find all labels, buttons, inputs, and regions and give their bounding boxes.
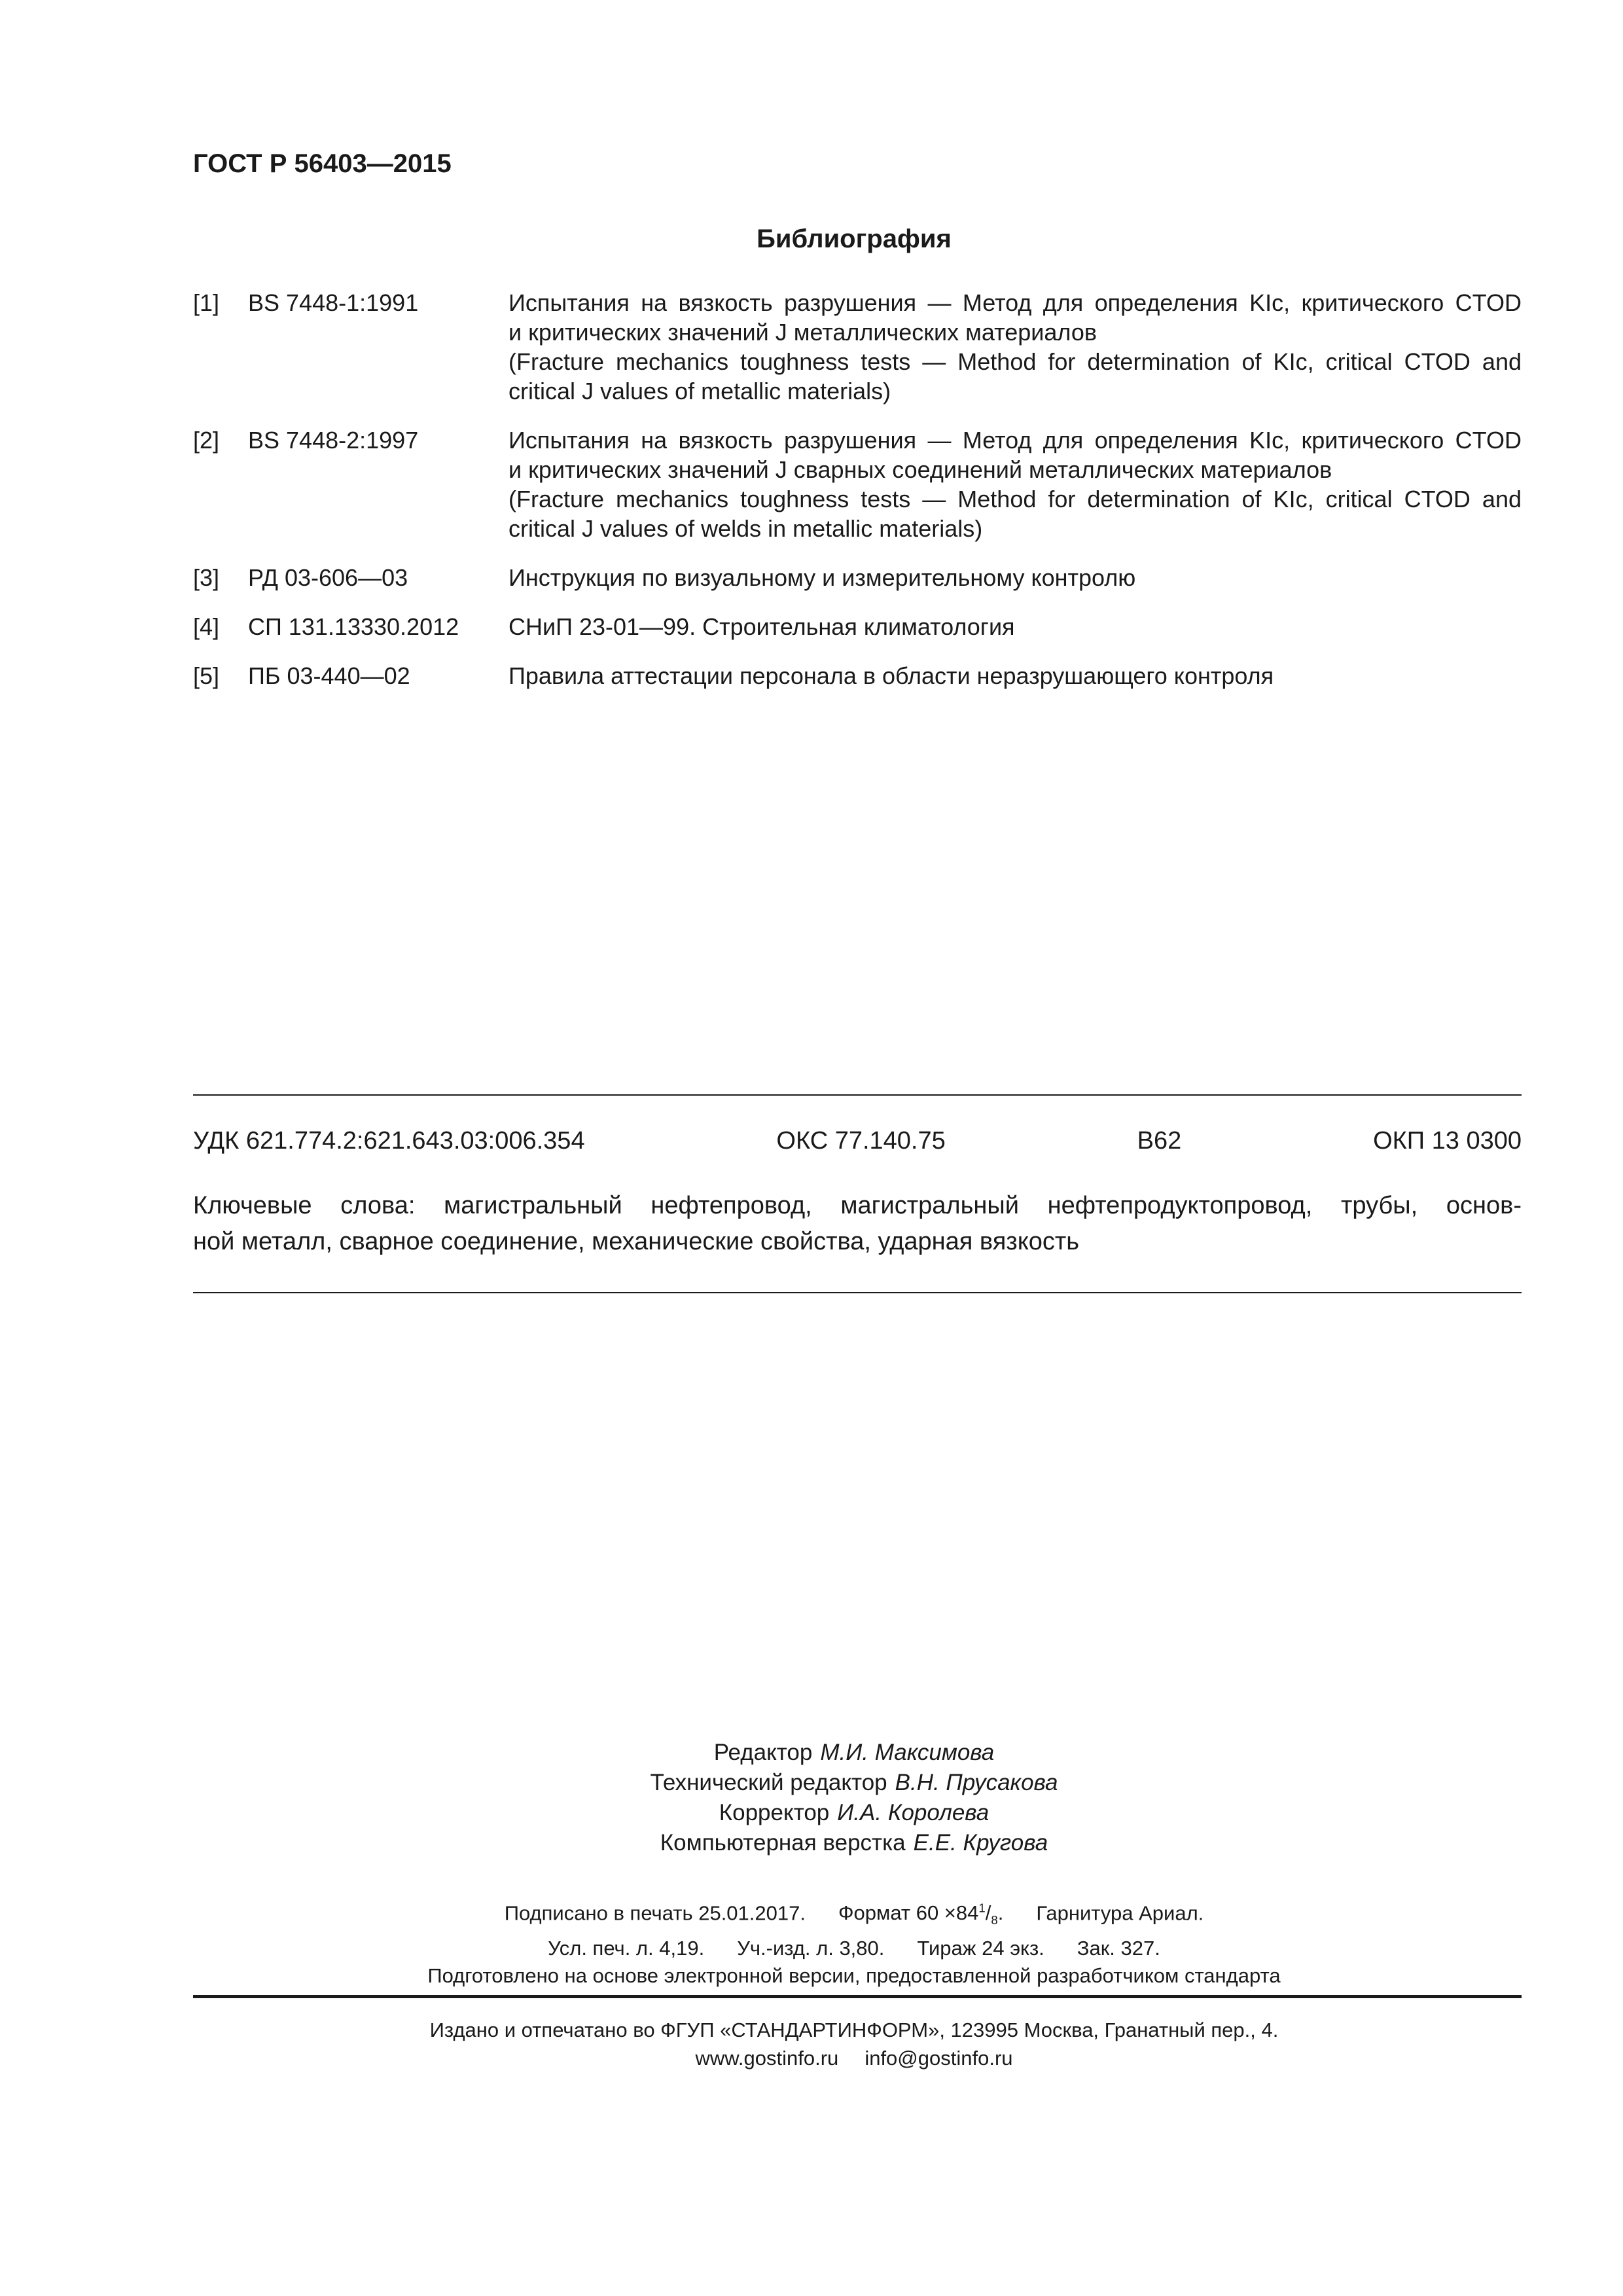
entry-description — [508, 612, 1522, 641]
entry-line: Испытания на вязкость разрушения — Метод для определения KIc, критического CTOD — [508, 289, 1522, 316]
entry-line: СНиП 23-01—99. Строительная климатология — [508, 613, 1015, 640]
print-format: Формат $60 \times 84^1/_8$. — [838, 1901, 1004, 1928]
bibliography-title: Библиография — [757, 224, 952, 253]
entry-line: critical J values of welds in metallic materials) — [508, 515, 983, 542]
credit-name: Е.Е. Кругова — [913, 1830, 1048, 1856]
udk-code: УДК 621.774.2:621.643.03:006.354 — [193, 1127, 585, 1155]
credit-editor — [193, 1738, 1515, 1768]
publisher-line: Издано и отпечатано во ФГУП «СТАНДАРТИНФОРМ», 123995 Москва, Гранатный пер., 4. — [429, 2018, 1279, 2041]
bibliography-entry — [193, 661, 1522, 691]
classification-row — [193, 1127, 1522, 1155]
credit-label: Компьютерная верстка — [660, 1830, 906, 1856]
keywords-line: ной металл, сварное соединение, механические свойства, ударная вязкость — [193, 1228, 1080, 1255]
publisher-contacts — [193, 2044, 1515, 2072]
credit-label: Технический редактор — [650, 1770, 887, 1795]
entry-code: РД 03-606—03 — [248, 564, 408, 591]
divider-middle — [193, 1292, 1522, 1293]
imprint-prepared: Подготовлено на основе электронной версии, предоставленной разработчиком стандарта — [427, 1964, 1281, 1987]
circulation: Тираж 24 экз. — [917, 1936, 1044, 1960]
entry-code: СП 131.13330.2012 — [248, 613, 459, 640]
entry-line: (Fracture mechanics toughness tests — Method for determination of KIc, critical CTOD and — [508, 486, 1522, 512]
imprint-block — [193, 1895, 1515, 1990]
entry-line: (Fracture mechanics toughness tests — Method for determination of KIc, critical CTOD and — [508, 348, 1522, 375]
entry-number: [1] — [193, 289, 220, 316]
entry-line: critical J values of metallic materials) — [508, 378, 891, 404]
entry-description — [508, 288, 1522, 406]
okp-code: ОКП 13 0300 — [1373, 1127, 1522, 1155]
divider-top — [193, 1094, 1522, 1096]
bibliography-entry — [193, 563, 1522, 592]
imprint-line-1 — [193, 1895, 1515, 1935]
entry-description — [508, 661, 1522, 691]
entry-line: и критических значений J металлических материалов — [508, 319, 1097, 346]
entry-number: [2] — [193, 427, 220, 454]
entry-line: Инструкция по визуальному и измерительному контролю — [508, 564, 1136, 591]
entry-line: и критических значений J сварных соединений металлических материалов — [508, 456, 1332, 483]
entry-line: Правила аттестации персонала в области неразрушающего контроля — [508, 662, 1274, 689]
entry-line: Испытания на вязкость разрушения — Метод для определения KIc, критического CTOD — [508, 427, 1522, 454]
signed-date: Подписано в печать 25.01.2017. — [504, 1901, 806, 1925]
credit-layout — [193, 1828, 1515, 1858]
entry-number: [4] — [193, 613, 220, 640]
entry-description — [508, 425, 1522, 543]
credits-block — [193, 1738, 1515, 1858]
entry-code: BS 7448-1:1991 — [248, 289, 419, 316]
imprint-line-2 — [193, 1935, 1515, 1962]
order-number: Зак. 327. — [1077, 1936, 1160, 1960]
standard-code: ГОСТ Р 56403—2015 — [193, 149, 452, 178]
entry-code: BS 7448-2:1997 — [248, 427, 419, 454]
credit-label: Редактор — [713, 1740, 813, 1765]
entry-description — [508, 563, 1522, 592]
entry-number: [3] — [193, 564, 220, 591]
bibliography-entry — [193, 612, 1522, 641]
publisher-website[interactable]: www.gostinfo.ru — [695, 2047, 839, 2070]
publisher-email[interactable]: info@gostinfo.ru — [865, 2047, 1013, 2070]
print-sheets: Усл. печ. л. 4,19. — [548, 1936, 705, 1960]
credit-name: И.А. Королева — [837, 1800, 990, 1825]
group-code: В62 — [1137, 1127, 1182, 1155]
typeface: Гарнитура Ариал. — [1036, 1901, 1204, 1925]
credit-label: Корректор — [719, 1800, 830, 1825]
pub-sheets: Уч.-изд. л. 3,80. — [737, 1936, 885, 1960]
credit-name: М.И. Максимова — [820, 1740, 995, 1765]
oks-code: ОКС 77.140.75 — [776, 1127, 946, 1155]
keywords-line: Ключевые слова: магистральный нефтепровод, магистральный нефтепродуктопровод, трубы, основ- — [193, 1192, 1522, 1219]
publisher-block — [193, 2016, 1515, 2072]
bibliography-entry — [193, 425, 1522, 543]
entry-number: [5] — [193, 662, 220, 689]
bibliography-entry — [193, 288, 1522, 406]
keywords — [193, 1188, 1522, 1260]
entry-code: ПБ 03-440—02 — [248, 662, 410, 689]
credit-name: В.Н. Прусакова — [895, 1770, 1058, 1795]
divider-bottom — [193, 1995, 1522, 1998]
bibliography-list — [193, 288, 1522, 710]
credit-tech-editor — [193, 1768, 1515, 1798]
credit-corrector — [193, 1798, 1515, 1828]
